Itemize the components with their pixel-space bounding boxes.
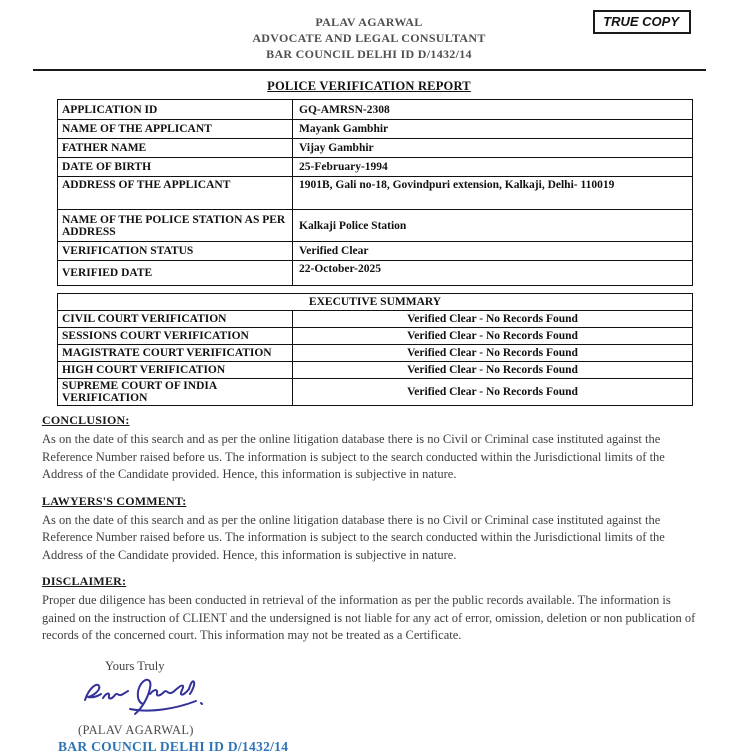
signed-name: (PALAV AGARWAL)	[78, 722, 194, 737]
row-value: Verified Clear	[293, 242, 693, 261]
row-value: Verified Clear - No Records Found	[293, 379, 693, 406]
disclaimer-heading: DISCLAIMER:	[42, 574, 127, 588]
signature-icon	[80, 676, 738, 722]
conclusion-body: As on the date of this search and as per the online litigation database there is no Civil or Criminal case instituted against the Reference Number raised before us. The information is subject to the search conducted within the Jurisdictional limits of the Address of the Candidate provided. Hence, this information is subjective in nature.	[42, 432, 665, 481]
true-copy-stamp: TRUE COPY	[593, 10, 691, 34]
row-label: HIGH COURT VERIFICATION	[58, 362, 293, 379]
lawyers-comment-body: As on the date of this search and as per the online litigation database there is no Civil or Criminal case instituted against the Reference Number raised before us. The information is subject to the search conducted within the Jurisdictional limits of the Address of the Candidate provided. Hence, this information is subjective in nature.	[42, 512, 665, 562]
applicant-details-table	[57, 99, 693, 286]
row-label: VERIFIED DATE	[58, 261, 293, 286]
table-row	[58, 328, 693, 345]
executive-summary-table	[57, 293, 693, 406]
row-value: Verified Clear - No Records Found	[293, 328, 693, 345]
table-row	[58, 139, 693, 158]
row-value: 1901B, Gali no-18, Govindpuri extension, Kalkaji, Delhi- 110019	[293, 177, 693, 210]
table-row	[58, 242, 693, 261]
row-label: MAGISTRATE COURT VERIFICATION	[58, 345, 293, 362]
table-row	[58, 261, 693, 286]
page-title: POLICE VERIFICATION REPORT	[267, 79, 471, 93]
letterhead-divider	[33, 69, 706, 71]
lawyers-comment-heading: LAWYERS'S COMMENT:	[42, 493, 187, 508]
row-label: NAME OF THE POLICE STATION AS PER ADDRESS	[58, 210, 293, 242]
conclusion-section	[42, 413, 700, 484]
row-label: VERIFICATION STATUS	[58, 242, 293, 261]
row-label: SESSIONS COURT VERIFICATION	[58, 328, 293, 345]
row-value: Verified Clear - No Records Found	[293, 311, 693, 328]
row-value: 25-February-1994	[293, 158, 693, 177]
row-label: DATE OF BIRTH	[58, 158, 293, 177]
table-row	[58, 177, 693, 210]
table-row	[58, 311, 693, 328]
row-value: Mayank Gambhir	[293, 120, 693, 139]
table-row	[58, 210, 693, 242]
row-label: FATHER NAME	[58, 139, 293, 158]
row-label: CIVIL COURT VERIFICATION	[58, 311, 293, 328]
table-row	[58, 362, 693, 379]
text-sections	[42, 413, 700, 645]
advocate-bar-id: BAR COUNCIL DELHI ID D/1432/14	[266, 47, 472, 61]
bar-council-id: BAR COUNCIL DELHI ID D/1432/14	[58, 738, 289, 754]
advocate-name: PALAV AGARWAL	[315, 15, 423, 29]
table-row	[58, 100, 693, 120]
lawyers-comment-section	[42, 494, 700, 565]
salutation: Yours Truly	[105, 658, 165, 673]
row-label: ADDRESS OF THE APPLICANT	[58, 177, 293, 210]
row-label: NAME OF THE APPLICANT	[58, 120, 293, 139]
row-value: 22-October-2025	[293, 261, 693, 286]
row-value: Verified Clear - No Records Found	[293, 362, 693, 379]
row-value: GQ-AMRSN-2308	[293, 100, 693, 120]
table-row	[58, 379, 693, 406]
table-row	[58, 158, 693, 177]
row-value: Vijay Gambhir	[293, 139, 693, 158]
table-row	[58, 120, 693, 139]
disclaimer-section	[42, 574, 700, 645]
row-label: SUPREME COURT OF INDIA VERIFICATION	[58, 379, 293, 406]
table-header-row	[58, 294, 693, 311]
advocate-designation: ADVOCATE AND LEGAL CONSULTANT	[252, 31, 486, 45]
table-row	[58, 345, 693, 362]
executive-summary-header: EXECUTIVE SUMMARY	[58, 294, 693, 311]
row-value: Verified Clear - No Records Found	[293, 345, 693, 362]
row-value: Kalkaji Police Station	[293, 210, 693, 242]
conclusion-heading: CONCLUSION:	[42, 413, 130, 427]
disclaimer-body: Proper due diligence has been conducted in retrieval of the information as per the public records available. The information is gained on the instruction of CLIENT and the undersigned is not liable for any act of error, omission, deletion or non publication of records of the concerned court. This information may not be treated as a Certificate.	[42, 593, 696, 642]
row-label: APPLICATION ID	[58, 100, 293, 120]
